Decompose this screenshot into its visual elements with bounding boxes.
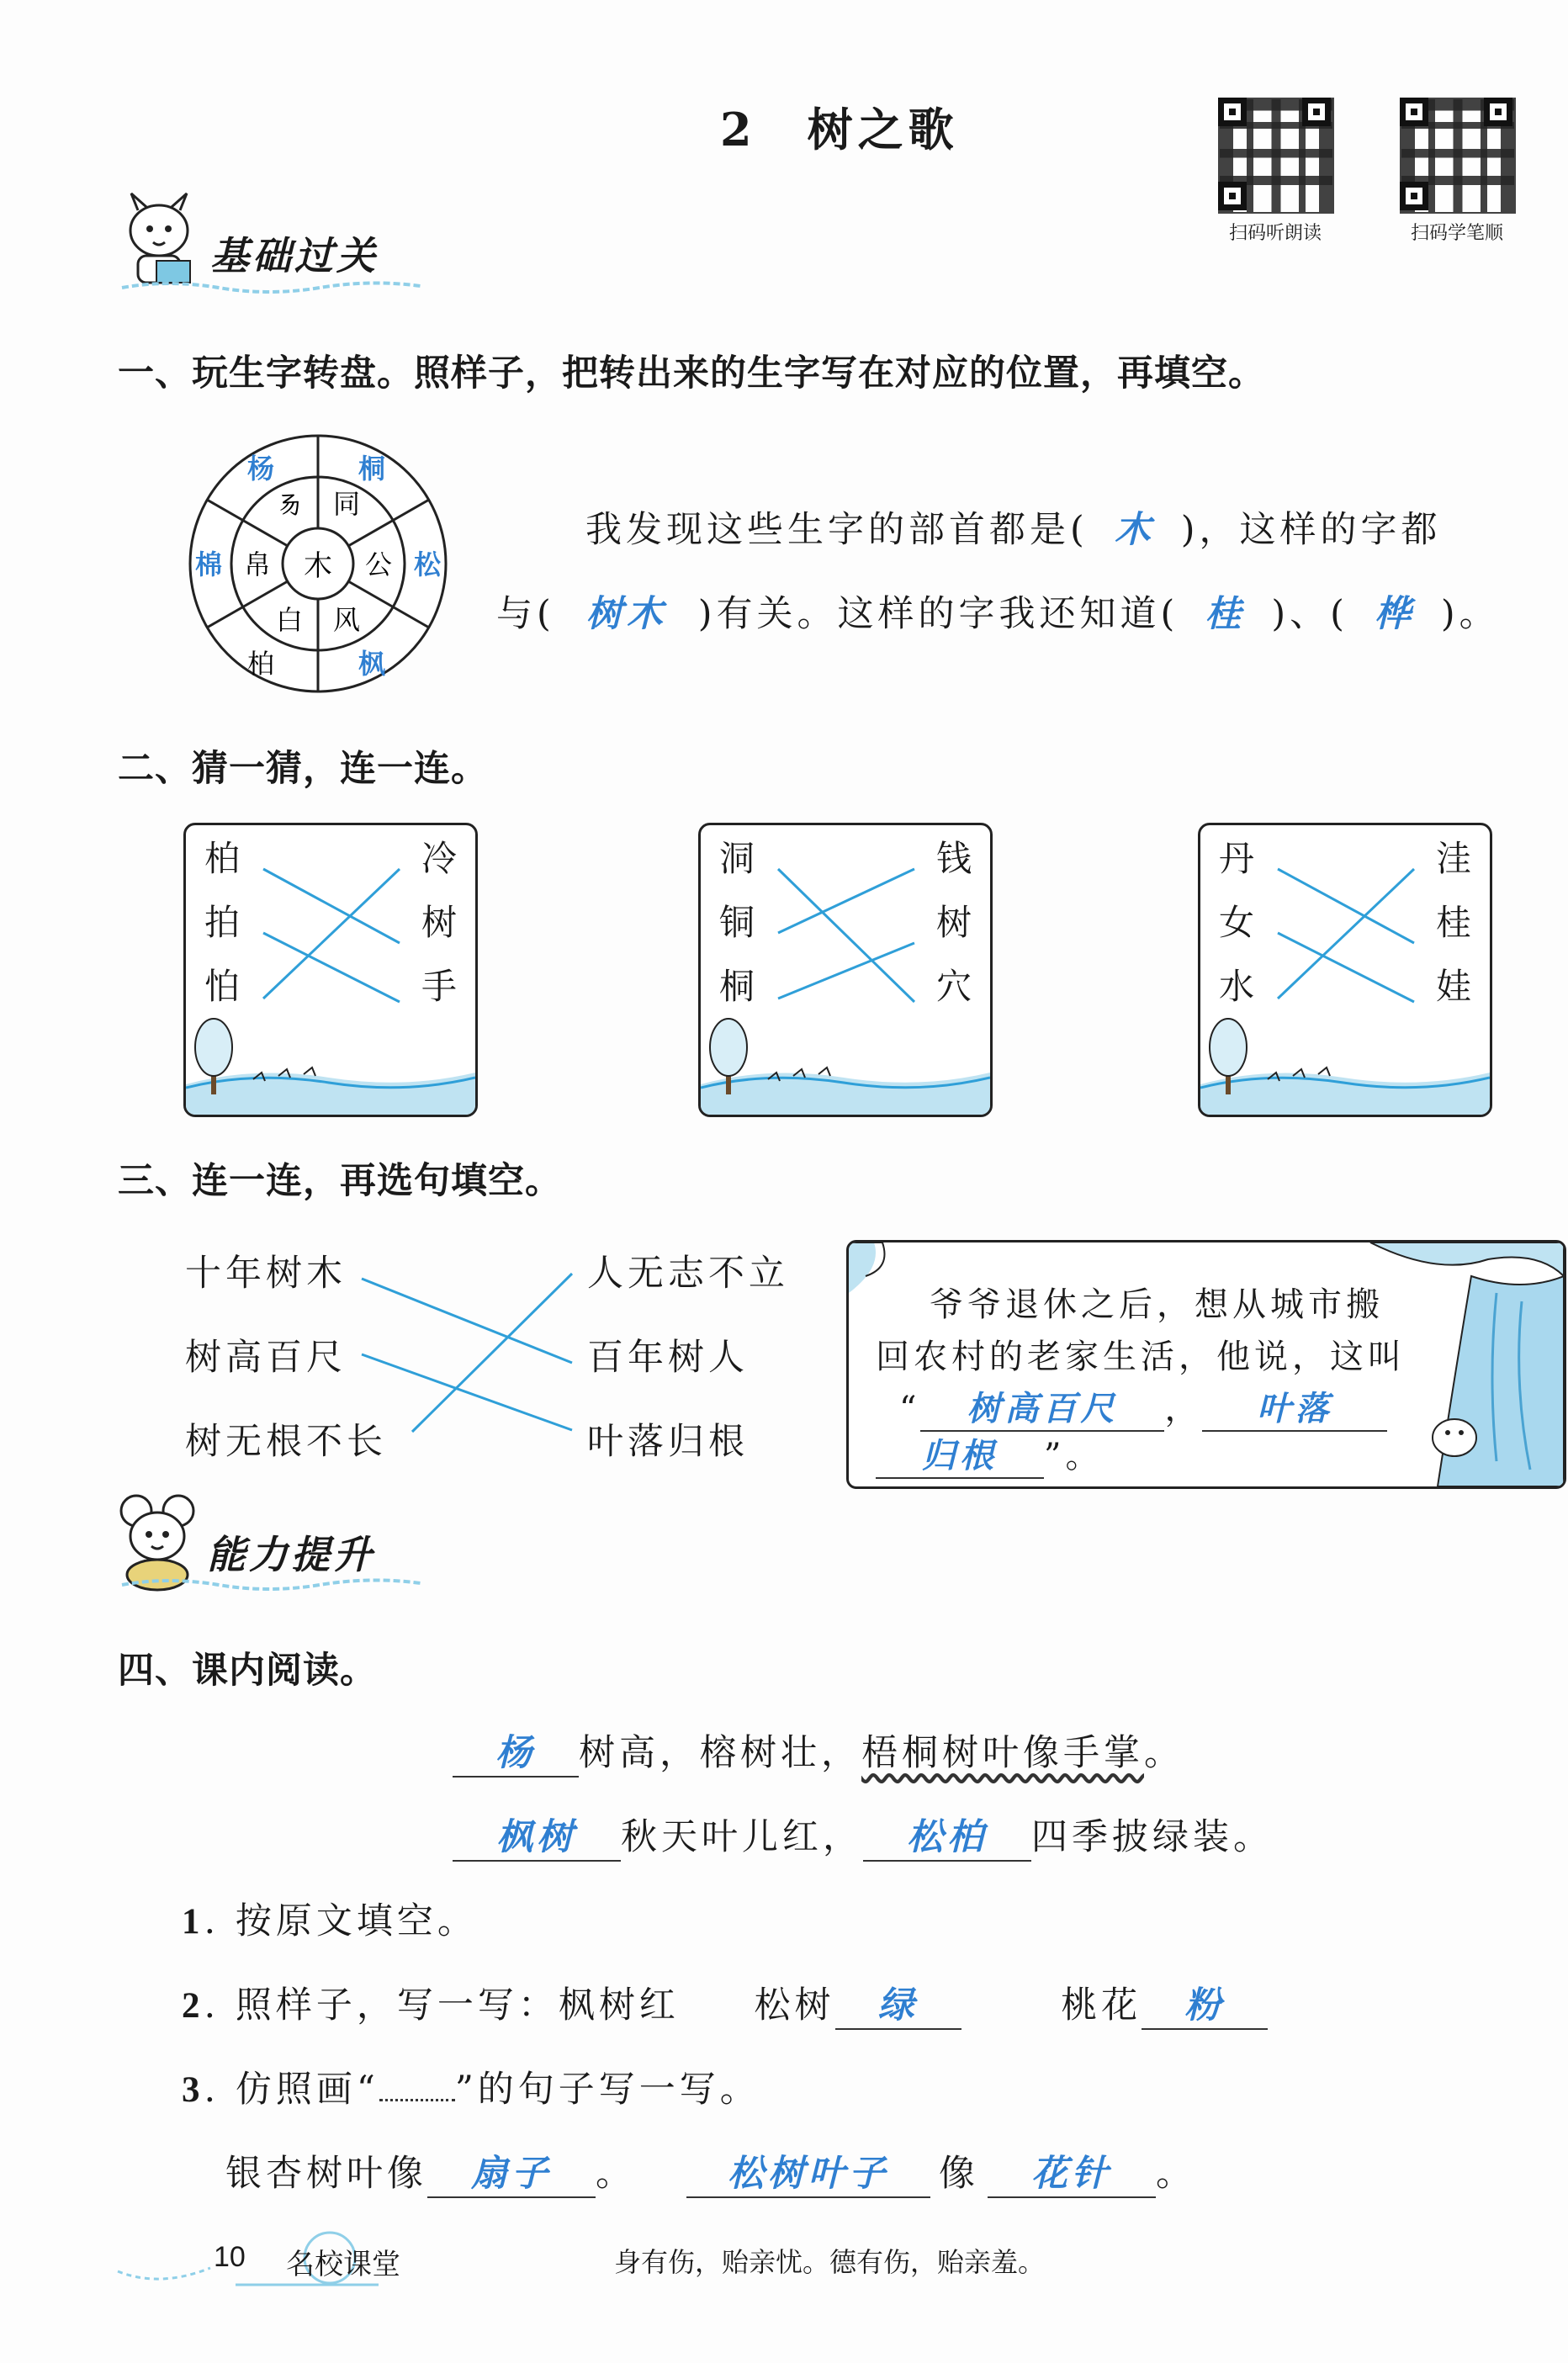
wavy-sample [379, 2074, 455, 2101]
q1-answer-radical[interactable]: 木 [1114, 509, 1155, 551]
quote-close: ”。 [1044, 1437, 1104, 1476]
sentence-text: 银杏树叶像 [225, 2153, 427, 2195]
qr-label-stroke: 扫码学笔顺 [1410, 222, 1503, 243]
publisher-brand: 名校课堂 [286, 2248, 400, 2281]
qr-corner [1218, 98, 1247, 126]
imitation-sentence [225, 2145, 1196, 2198]
sentence-text: 。 [1156, 2153, 1196, 2195]
comma: ， [1164, 1390, 1203, 1428]
q1-text: )、( [1271, 593, 1348, 635]
footer-motto: 身有伤，贻亲忧。德有伤，贻亲羞。 [614, 2246, 1046, 2278]
right-char[interactable]: 树 [421, 902, 457, 943]
story-line-4 [876, 1429, 1103, 1479]
box3-connection-lines [1200, 825, 1490, 1115]
svg-text:白: 白 [275, 604, 304, 636]
left-char[interactable]: 女 [1219, 902, 1255, 943]
proverb-left[interactable]: 树无根不长 [185, 1421, 387, 1463]
q1-answer-example-2[interactable]: 桦 [1374, 593, 1415, 635]
proverb-right[interactable]: 人无志不立 [587, 1253, 789, 1295]
left-char[interactable]: 铜 [719, 902, 755, 943]
qr-corner [1218, 182, 1247, 210]
left-char[interactable]: 拍 [204, 902, 241, 943]
quote-open: “ [899, 1390, 921, 1428]
poem-text: 。 [1144, 1732, 1184, 1774]
matching-box-1 [183, 823, 478, 1117]
svg-text:公: 公 [364, 548, 393, 580]
poem-answer-2[interactable]: 枫树 [453, 1809, 621, 1862]
svg-text:柏: 柏 [246, 648, 275, 680]
q1-answer-example-1[interactable]: 桂 [1205, 593, 1246, 635]
page-number: 10 [214, 2241, 246, 2273]
right-char[interactable]: 洼 [1435, 838, 1471, 879]
sentence-text: 。 [596, 2153, 636, 2195]
section-underline [118, 1575, 454, 1593]
proverb-right[interactable]: 百年树人 [587, 1337, 749, 1379]
example-word: 桃花 [1061, 1984, 1142, 2027]
poem-line-1 [453, 1725, 1184, 1778]
sub-question-3 [182, 2061, 760, 2112]
right-char[interactable]: 穴 [935, 966, 972, 1007]
qr-corner [1400, 98, 1428, 126]
sub-question-text: . 按原文填空。 [204, 1900, 478, 1942]
left-char[interactable]: 丹 [1219, 838, 1255, 879]
story-line-1: 爷爷退休之后，想从城市搬 [930, 1285, 1384, 1324]
svg-text:𠃓: 𠃓 [277, 490, 302, 520]
question-2-prompt: 二、猜一猜，连一连。 [118, 748, 488, 790]
example-word: 松树 [754, 1984, 835, 2027]
qr-corner [1400, 182, 1428, 210]
svg-text:木: 木 [304, 549, 332, 583]
section-title-ability: 能力提升 [207, 1532, 375, 1577]
imitation-answer-1[interactable]: 扇子 [427, 2145, 596, 2198]
proverb-right[interactable]: 叶落归根 [587, 1421, 749, 1463]
box2-connection-lines [701, 825, 990, 1115]
qr-label-reading: 扫码听朗读 [1228, 222, 1322, 243]
svg-text:风: 风 [332, 604, 361, 636]
q1-text: )，这样的字都 [1180, 509, 1442, 551]
poem-line-2 [453, 1809, 1274, 1862]
qr-code-reading[interactable] [1218, 98, 1331, 210]
poem-answer-3[interactable]: 松柏 [863, 1809, 1031, 1862]
imitation-answer-2[interactable]: 松树叶子 [686, 2145, 930, 2198]
sub-question-number: 3 [182, 2070, 204, 2110]
svg-text:棉: 棉 [194, 548, 223, 580]
svg-text:杨: 杨 [246, 453, 275, 485]
sub-question-text: ”的句子写一写。 [454, 2069, 760, 2111]
qr-code-stroke-order[interactable] [1400, 98, 1512, 210]
story-answer-3[interactable]: 归根 [876, 1429, 1044, 1479]
left-char[interactable]: 柏 [204, 838, 241, 879]
right-char[interactable]: 冷 [421, 838, 457, 879]
question-4-prompt: 四、课内阅读。 [118, 1650, 377, 1692]
poem-text: 树高，榕树壮， [579, 1732, 861, 1774]
answer-peach-color[interactable]: 粉 [1142, 1977, 1268, 2030]
q1-text: 我发现这些生字的部首都是( [585, 509, 1089, 551]
question-3-prompt: 三、连一连，再选句填空。 [118, 1160, 562, 1202]
page-title: 2 树之歌 [720, 103, 959, 156]
story-line-3 [899, 1382, 1387, 1432]
story-line-2: 回农村的老家生活，他说，这叫 [876, 1338, 1406, 1376]
sub-question-number: 2 [182, 1986, 204, 2026]
story-card [846, 1240, 1566, 1489]
sub-question-text: . 仿照画“ [204, 2069, 379, 2111]
q1-text: )有关。这样的字我还知道( [697, 593, 1179, 635]
sub-question-2 [182, 1977, 1268, 2030]
right-char[interactable]: 手 [421, 966, 457, 1007]
qr-corner [1484, 98, 1512, 126]
proverb-left[interactable]: 十年树木 [185, 1253, 347, 1295]
sub-question-1 [182, 1893, 478, 1944]
story-answer-2[interactable]: 叶落 [1202, 1382, 1387, 1432]
poem-answer-1[interactable]: 杨 [453, 1725, 579, 1778]
character-wheel [183, 429, 453, 698]
story-answer-1[interactable]: 树高百尺 [920, 1382, 1164, 1432]
svg-text:枫: 枫 [358, 648, 386, 680]
section-underline [118, 278, 454, 296]
qr-corner [1302, 98, 1331, 126]
left-char[interactable]: 水 [1219, 966, 1255, 1007]
question-1-prompt: 一、玩生字转盘。照样子，把转出来的生字写在对应的位置，再填空。 [118, 352, 1265, 395]
svg-text:帛: 帛 [243, 548, 272, 580]
left-char[interactable]: 洞 [719, 838, 755, 879]
svg-text:同: 同 [332, 488, 361, 520]
proverb-left[interactable]: 树高百尺 [185, 1337, 347, 1379]
sentence-text: 像 [939, 2153, 979, 2195]
right-char[interactable]: 娃 [1435, 966, 1471, 1007]
q3-connection-lines [353, 1245, 606, 1447]
left-char[interactable]: 桐 [719, 966, 755, 1007]
matching-box-3 [1198, 823, 1492, 1117]
svg-text:松: 松 [413, 548, 442, 580]
q1-line-1 [585, 501, 1442, 553]
q1-text: 与( [496, 593, 555, 635]
imitation-answer-3[interactable]: 花针 [988, 2145, 1156, 2198]
right-char[interactable]: 桂 [1435, 902, 1471, 943]
q1-answer-meaning[interactable]: 树木 [585, 593, 667, 635]
poem-text: 秋天叶儿红， [621, 1816, 863, 1858]
q1-line-2 [496, 585, 1500, 637]
q1-text: )。 [1440, 593, 1500, 635]
left-char[interactable]: 怕 [204, 966, 241, 1007]
right-char[interactable]: 钱 [935, 838, 972, 879]
q3-right-col [587, 1232, 789, 1484]
svg-text:桐: 桐 [358, 453, 386, 485]
sub-question-number: 1 [182, 1902, 204, 1942]
poem-text: 四季披绿装。 [1031, 1816, 1274, 1858]
poem-wavy-text: 梧桐树叶像手掌 [861, 1732, 1144, 1774]
section-title-basic: 基础过关 [210, 233, 379, 278]
right-char[interactable]: 树 [935, 902, 972, 943]
sub-question-text: . 照样子，写一写：枫树红 [204, 1984, 680, 2027]
box1-connection-lines [186, 825, 475, 1115]
matching-box-2 [698, 823, 993, 1117]
answer-pine-color[interactable]: 绿 [835, 1977, 961, 2030]
